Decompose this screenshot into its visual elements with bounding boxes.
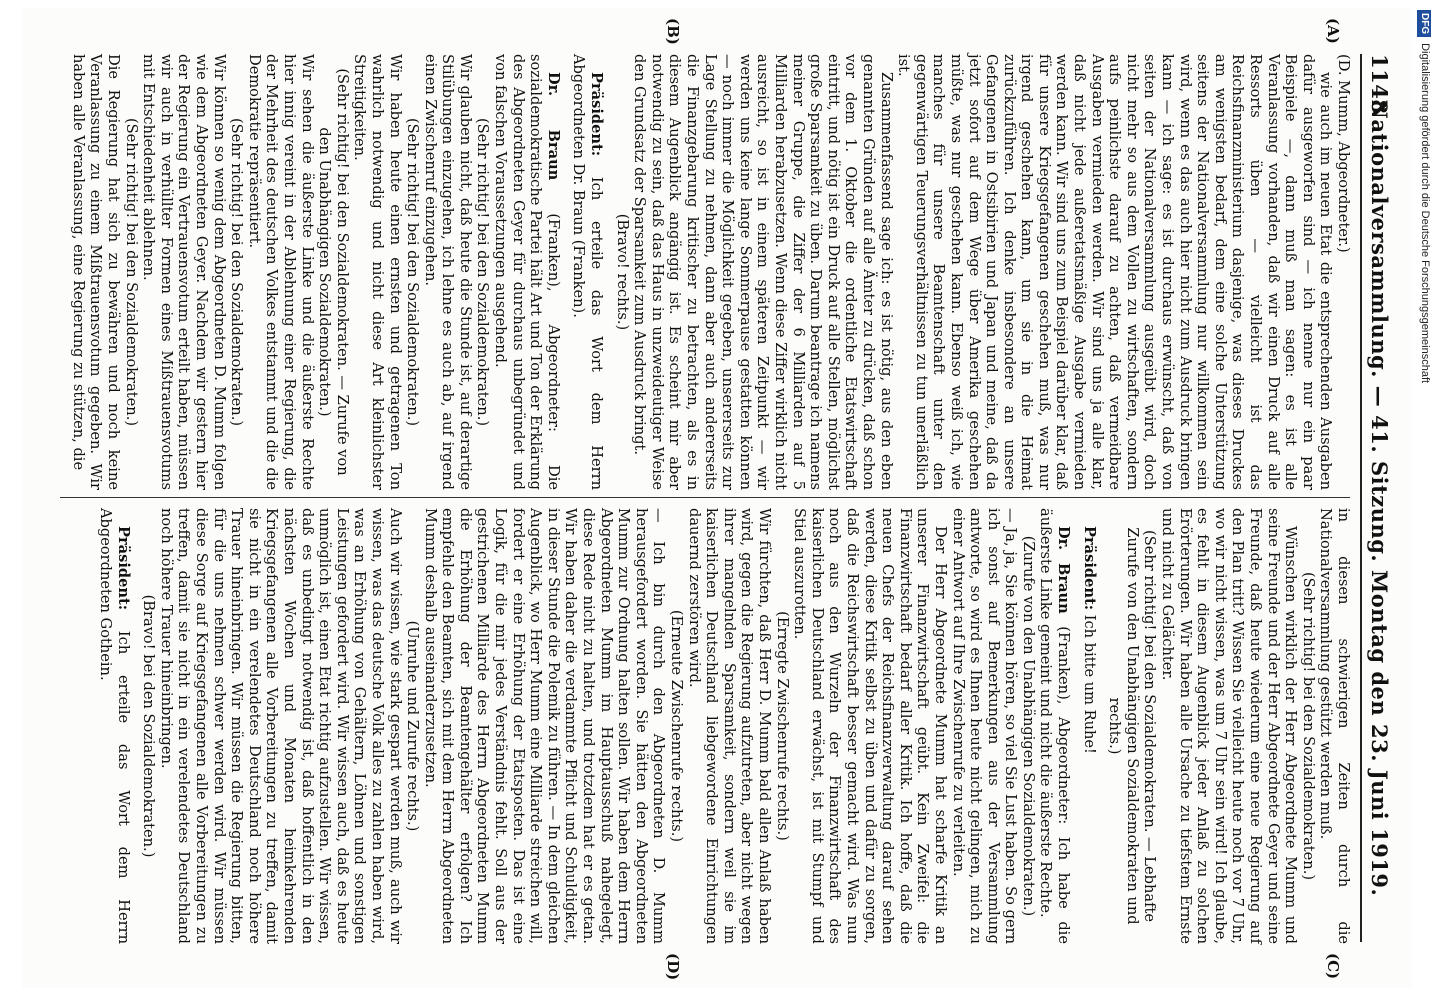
paragraph: Wünschen wirklich der Herr Abgeordnete Mumm und seine Freunde und der Herr Abgeordnete Geyer und seine Freunde, daß heute wiederum eine neue Regierung auf den Plan tritt? Wissen Sie vielleicht heute noch vor 7 Uhr, wo wir nicht wissen, was um 7 Uhr sein wird! Ich glaube, es fehlt in diesem Augenblick jeder Anlaß zu solchen Erörterungen. Wir haben alle Ursache zu tiefstem Ernste und nicht zu Gelächter. (1159, 508, 1300, 944)
document-page (22, 8, 1412, 988)
speech-text: (Franken), Abgeordneter: Ich habe die äußerste Linke gemeint und nicht die äußerste Rechte. (1037, 508, 1073, 944)
speech-text: (Franken), Abgeordneter: Die sozialdemokratische Partei hält Art und Ton der Erklärung des Abgeordneten Geyer für durchaus unbegründet und von falschen Voraussetzungen ausgehend. (492, 54, 562, 490)
speaker-paragraph (1080, 508, 1098, 944)
paragraph: Wir können so wenig dem Abgeordneten D. Mumm folgen wie dem Abgeordneten Geyer. Nachdem wir gestern hier der Regierung ein Vertrauensvotum erteilt haben, müssen wir auch in verhüllter Formen eines Mißtrauensvotums mit Entschiedenheit ablehnen. (140, 54, 228, 490)
interjection: (Sehr richtig! bei den Sozialdemokraten.) (474, 117, 492, 427)
speaker-name: Dr. Braun (544, 72, 562, 181)
paragraph: — Ich bin durch den Abgeordneten D. Mumm herausgefordert worden. Sie hätten den Abgeordneten Mumm zur Ordnung halten sollen. Wir haben dem Herrn Abgeordneten Mumm im Hauptausschuß nahegelegt, diese Rede nicht zu halten, und trotzdem hat er es getan. Wir haben daher die verdammte Pflicht und Schuldigkeit, in dieser Stunde die Polemik zu führen. — In dem gleichen Augenblick, wo Herr Mumm eine Milliarde streichen will, fordert er eine Erhöhung der Etatsposten. Das ist eine Logik, für die mir jedes Verständnis fehlt. Soll aus der gestrichenen Milliarde des Herrn Abgeordneten Mumm die Erhöhung der Beamtengehälter erfolgen? Ich empfehle den Beamten, sich mit dem Herrn Abgeordneten Mumm deshalb auseinanderzusetzen. (421, 508, 668, 944)
interjection: (Erregte Zwischenrufe rechts.) (773, 611, 791, 841)
speaker-name: Dr. Braun (1055, 526, 1073, 614)
watermark-text: Digitalisierung gefördert durch die Deutsche Forschungsgemeinschaft (1419, 43, 1431, 384)
interjection: (Unruhe und Zurufe rechts.) (404, 620, 422, 832)
paragraph: Wir fürchten, daß Herr D. Mumm bald allen Anlaß haben wird, gegen die Regierung aufzutreten, aber nicht wegen ihrer mangelnden Sparsamkeit, sondern weil sie im kaiserlichen Deutschland liebgewordene Einrichtungen dauernd zerstören wird. (685, 508, 773, 944)
speaker-name: Präsident: (588, 72, 606, 157)
dfg-logo: DFG (1417, 10, 1431, 37)
speech-text: Ich erteile das Wort dem Herrn Abgeordneten Dr. Braun (Franken). (570, 54, 606, 490)
speaker-paragraph (492, 54, 562, 490)
speaker-paragraph (570, 54, 605, 490)
interjection: (Sehr richtig! bei den Sozialdemokraten.) (228, 117, 246, 427)
paragraph: Die Regierung hat sich zu bewähren und noch keine Veranlassung zu einem Mißtrauensvotum gegeben. Wir haben alle Veranlassung, eine Regierung zu stützen, die (69, 54, 123, 490)
digitization-watermark (1418, 10, 1432, 990)
page-number: 1148 (1367, 54, 1392, 115)
interjection: (Bravo! bei den Sozialdemokraten.) (140, 594, 158, 858)
speaker-paragraph (96, 508, 131, 944)
margin-marker-d: (D) (664, 953, 682, 981)
interjection: (Erneute Zwischenrufe rechts.) (668, 609, 686, 843)
page-header (1360, 54, 1396, 942)
paragraph: — Ja, ja, Sie können hören, so viel Sie Lust haben. So gern ich sonst auf Bemerkungen aus der Versammlung antworte, so wird es Ihnen heute nicht gelingen, mich zu einer Antwort auf Ihre Zwischenrufe zu verleiten. (949, 508, 1020, 944)
running-title: Nationalversammlung. — 41. Sitzung. Montag den 23. Juni 1919. (1367, 99, 1392, 897)
paragraph: (D. Mumm, Abgeordneter.) (1335, 54, 1352, 253)
column-divider (60, 497, 1350, 498)
speaker-name: Präsident: (114, 526, 132, 611)
interjection: (Sehr richtig! bei den Sozialdemokraten.) (1299, 571, 1317, 881)
speech-text: Ich bitte um Ruhe! (1080, 610, 1098, 754)
paragraph: Auch wir wissen, wie stark gespart werden muß, auch wir wissen, was das deutsche Volk alles zu zahlen haben wird, was an Erhöhung von Gehältern, Löhnen und sonstigen Leistungen gefordert wird. Wir wissen auch, daß es heute unmöglich ist, einen Etat richtig aufzustellen. Wir wissen, daß es unbedingt notwendig ist, daß hoffentlich in den nächsten Wochen und Monaten heimkehrenden Kriegsgefangenen alle Vorbereitungen zu treffen, damit sie nicht in ein verelendetes Deutschland noch höhere Trauer hineinbringen. Wir müssen die Regierung bitten, für die uns nehmen schwer werden wird. Wir müssen diese Sorge auf Kriegsgefangenen alle Vorbereitungen zu treffen, damit sie nicht in ein verelendetes Deutschland noch höhere Trauer hineinbringen. (157, 508, 404, 944)
speaker-paragraph (1037, 508, 1072, 944)
margin-marker-a: (A) (1324, 18, 1342, 44)
interjection: (Zurufe von den Unabhängigen Sozialdemokraten.) (1019, 535, 1037, 917)
paragraph: wie auch im neuen Etat die entsprechenden Ausgaben dafür ausgeworfen sind — ich nenne nur ein paar Beispiele —, dann muß man sagen: es ist alle Veranlassung vorhanden, daß wir einen Druck auf alle Ressorts üben — vielleicht ist das Reichsfinanzministerium dasjenige, was dieses Druckes am wenigsten bedarf, dem eine solche Unterstützung seitens der Nationalversammlung nur willkommen sein wird, wenn es das auch hier nicht zum Ausdruck bringen kann — ich sage: es ist durchaus erwünscht, daß von seiten der Nationalversammlung ausgeübt wird, doch nicht mehr so aus dem Vollen zu wirtschaften, sondern aufs peinlichste darauf zu achten, daß vermeidbare Ausgaben vermieden werden. Wir sind uns ja alle klar, daß nicht jede außeretatsmäßige Ausgabe vermieden werden kann. Wir sind uns zum Beispiel darüber klar, daß für unsere Kriegsgefangenen geschehen muß, was nur irgend geschehen kann, um sie in die Heimat zurückzuführen. Ich denke insbesondere an unsere Gefangenen in Ostsibirien und Japan und meine, daß da jetzt sofort auf dem Wege über Amerika geschehen müßte, was nur geschehen kann. Ebenso weiß ich, wie manches für unsere Beamtenschaft unter den gegenwärtigen Teuerungsverhältnissen zu tun unerläßlich ist. (895, 54, 1335, 490)
interjection: (Sehr richtig! bei den Sozialdemokraten. — Zurufe von den Unabhängigen Sozialdemokraten.) (316, 68, 351, 476)
interjection: (Sehr richtig! bei den Sozialdemokraten.) (404, 117, 422, 427)
paragraph: in diesen schwierigen Zeiten durch die Nationalversammlung gestützt werden muß. (1317, 508, 1352, 944)
paragraph: Wir haben heute einen ernsten und getragenen Ton wahrlich notwendig und nicht diese Art kleinlichster Streitigkeiten. (351, 54, 404, 490)
margin-marker-c: (C) (1324, 953, 1342, 980)
paragraph: Wir glauben nicht, daß heute die Stunde ist, auf derartige Stilübungen einzugehen, ich lehne es auch ab, auf irgend einen Zwischenruf einzugehen. (421, 54, 474, 490)
paragraph: Zusammenfassend sage ich: es ist nötig, aus den eben genannten Gründen auf alle Ämter zu drücken, daß schon vor dem 1. Oktober die ordentliche Etatswirtschaft eintritt, und nötig ist ein Druck auf alle Stellen, möglichst große Sparsamkeit zu üben. Darum beantrage ich namens meiner Gruppe, die Ziffer der 6 Milliarden auf 5 Milliarden herabzusetzen. Wenn diese Ziffer wirklich nicht ausreicht, so ist in einem späteren Zeitpunkt — wir werden uns keine lange Sommerpause gestatten können — noch immer die Möglichkeit gegeben, unsererseits zur Lage Stellung zu nehmen, dann aber auch andererseits die Finanzgebarung kritischer zu betrachten, als es in diesem Augenblick angängig ist. Es scheint mir aber notwendig zu sein, daß das Haus in unzweideutiger Weise den Grundsatz der Sparsamkeit zum Ausdruck bringt. (631, 54, 895, 490)
speaker-name: Präsident: (1080, 526, 1098, 611)
left-column (69, 54, 1352, 490)
paragraph: Wir sehen die äußerste Linke und die äußerste Rechte hier innig vereint in der Ablehnung einer Regierung, die der Mehrheit des deutschen Volkes entstammt und die die Demokratie repräsentiert. (245, 54, 316, 490)
margin-marker-b: (B) (664, 18, 682, 45)
interjection: (Bravo! rechts.) (613, 213, 631, 331)
speech-text: Ich erteile das Wort dem Herrn Abgeordneten Gothein. (97, 508, 132, 944)
right-column (96, 508, 1352, 944)
paragraph: Der Herr Abgeordnete Mumm hat scharfe Kritik an unserer Finanzwirtschaft geübt. Kein Zweifel: die Finanzwirtschaft bedarf aller Kritik. Ich hoffe, daß die neuen Chefs der Reichsfinanzverwaltung darauf sehen werden, diese Kritik selbst zu üben und dafür zu sorgen, daß die Reichswirtschaft besser gemacht wird. Was nun noch aus den Wurzeln der Finanzwirtschaft des kaiserlichen Deutschland erwächst, ist mit Stumpf und Stiel auszurotten. (791, 508, 949, 944)
interjection: (Sehr richtig! bei den Sozialdemokraten.) (122, 117, 140, 427)
interjection: (Sehr richtig! bei den Sozialdemokraten. — Lebhafte Zurufe von den Unabhängigen Sozialdemokraten und rechts.) (1106, 527, 1159, 925)
